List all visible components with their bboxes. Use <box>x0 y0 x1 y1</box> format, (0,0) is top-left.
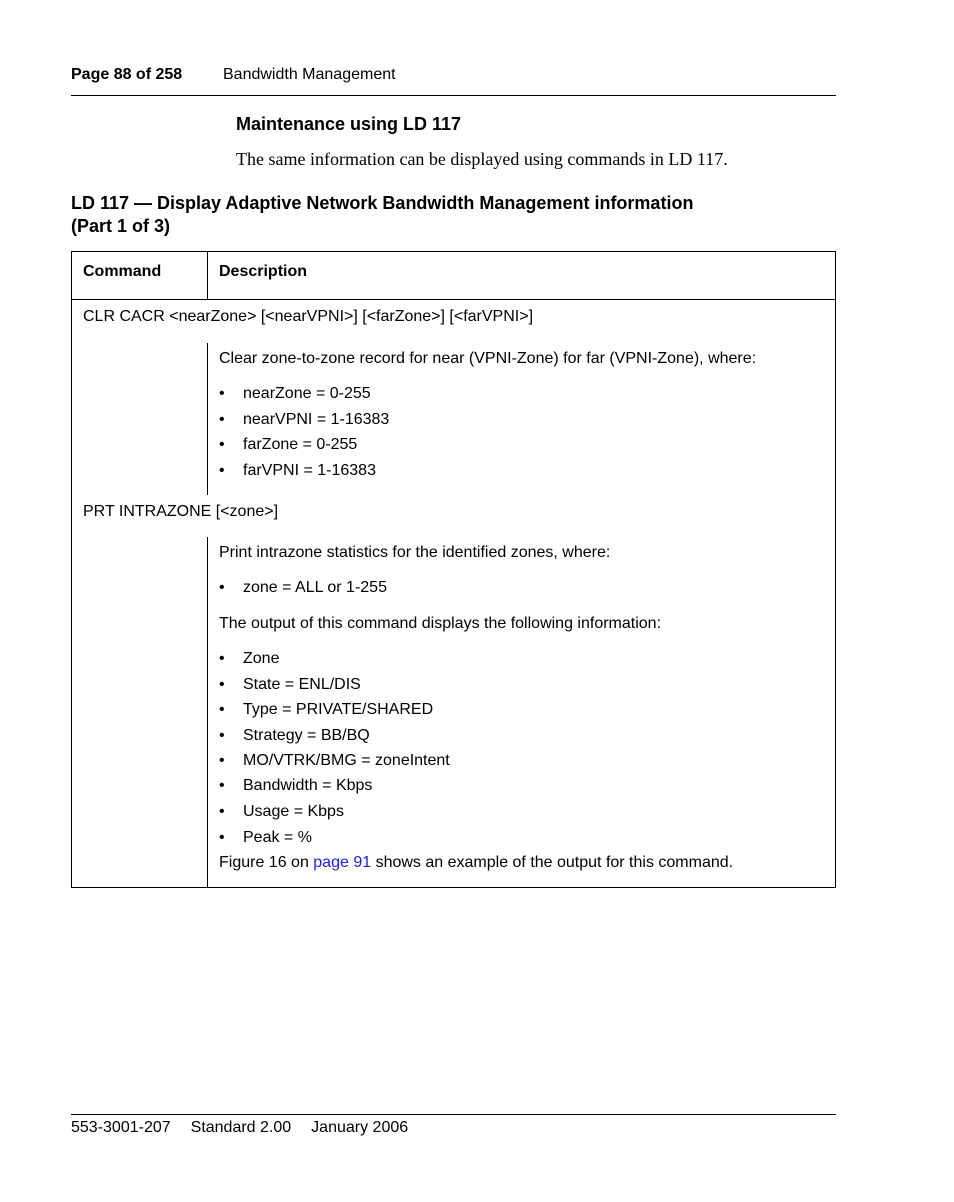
header-description: Description <box>219 263 308 280</box>
page-number: Page 88 of 258 <box>71 66 183 83</box>
command-prt-intrazone: PRT INTRAZONE [<zone>] <box>83 503 279 520</box>
table-title <box>71 192 693 238</box>
header-command: Command <box>83 263 162 280</box>
description-clr-cacr: Clear zone-to-zone record for near (VPNI-Zone) for far (VPNI-Zone), where: <box>219 350 757 367</box>
standard-version: Standard 2.00 <box>190 1119 292 1136</box>
header-rule <box>71 95 836 96</box>
table-header-row <box>72 252 835 300</box>
output-intro: The output of this command displays the following information: <box>219 615 662 632</box>
column-divider <box>207 537 208 887</box>
description-prt-intrazone: Print intrazone statistics for the identified zones, where: <box>219 544 611 561</box>
header-divider <box>207 252 208 299</box>
page-footer <box>71 1119 428 1137</box>
footer-rule <box>71 1114 836 1115</box>
doc-number: 553-3001-207 <box>71 1119 171 1136</box>
table-title-line1: LD 117 — Display Adaptive Network Bandwidth Management information <box>71 193 694 213</box>
subheading: Maintenance using LD 117 <box>236 114 462 134</box>
page-91-link[interactable]: page 91 <box>313 854 372 871</box>
command-table: Command Description CLR CACR <nearZone> [<nearVPNI>] [<farZone>] [<farVPNI>] Clear zone-to-zone record for near (VPNI-Zone) for far (VPNI-Zone), where: • nearZone = 0-255 • nearVPNI = 1-16383 • farZone = 0-255 • farVPNI = 1-16383 PRT INTRAZONE [<zone>] Print intrazone statistics for the identified zones, where: • zone = ALL or 1-255 The output of this command displays the following information: • Zone • State = ENL/DIS • Type = PRIVATE/SHARED • Strategy = BB/BQ • MO/VTRK/BMG = zoneIntent • Bandwidth = Kbps • Usage = Kbps • Peak = % Figure 16 on page 91 shows an example of the output for this command. <box>71 251 836 888</box>
figure-reference: Figure 16 on page 91 shows an example of the output for this command. <box>219 854 734 871</box>
table-title-line2: (Part 1 of 3) <box>71 216 171 236</box>
command-clr-cacr: CLR CACR <nearZone> [<nearVPNI>] [<farZone>] [<farVPNI>] <box>83 308 534 325</box>
publication-date: January 2006 <box>311 1119 409 1136</box>
column-divider <box>207 343 208 495</box>
page-header <box>71 66 836 84</box>
section-title: Bandwidth Management <box>223 66 396 83</box>
intro-paragraph: The same information can be displayed using commands in LD 117. <box>236 149 728 169</box>
